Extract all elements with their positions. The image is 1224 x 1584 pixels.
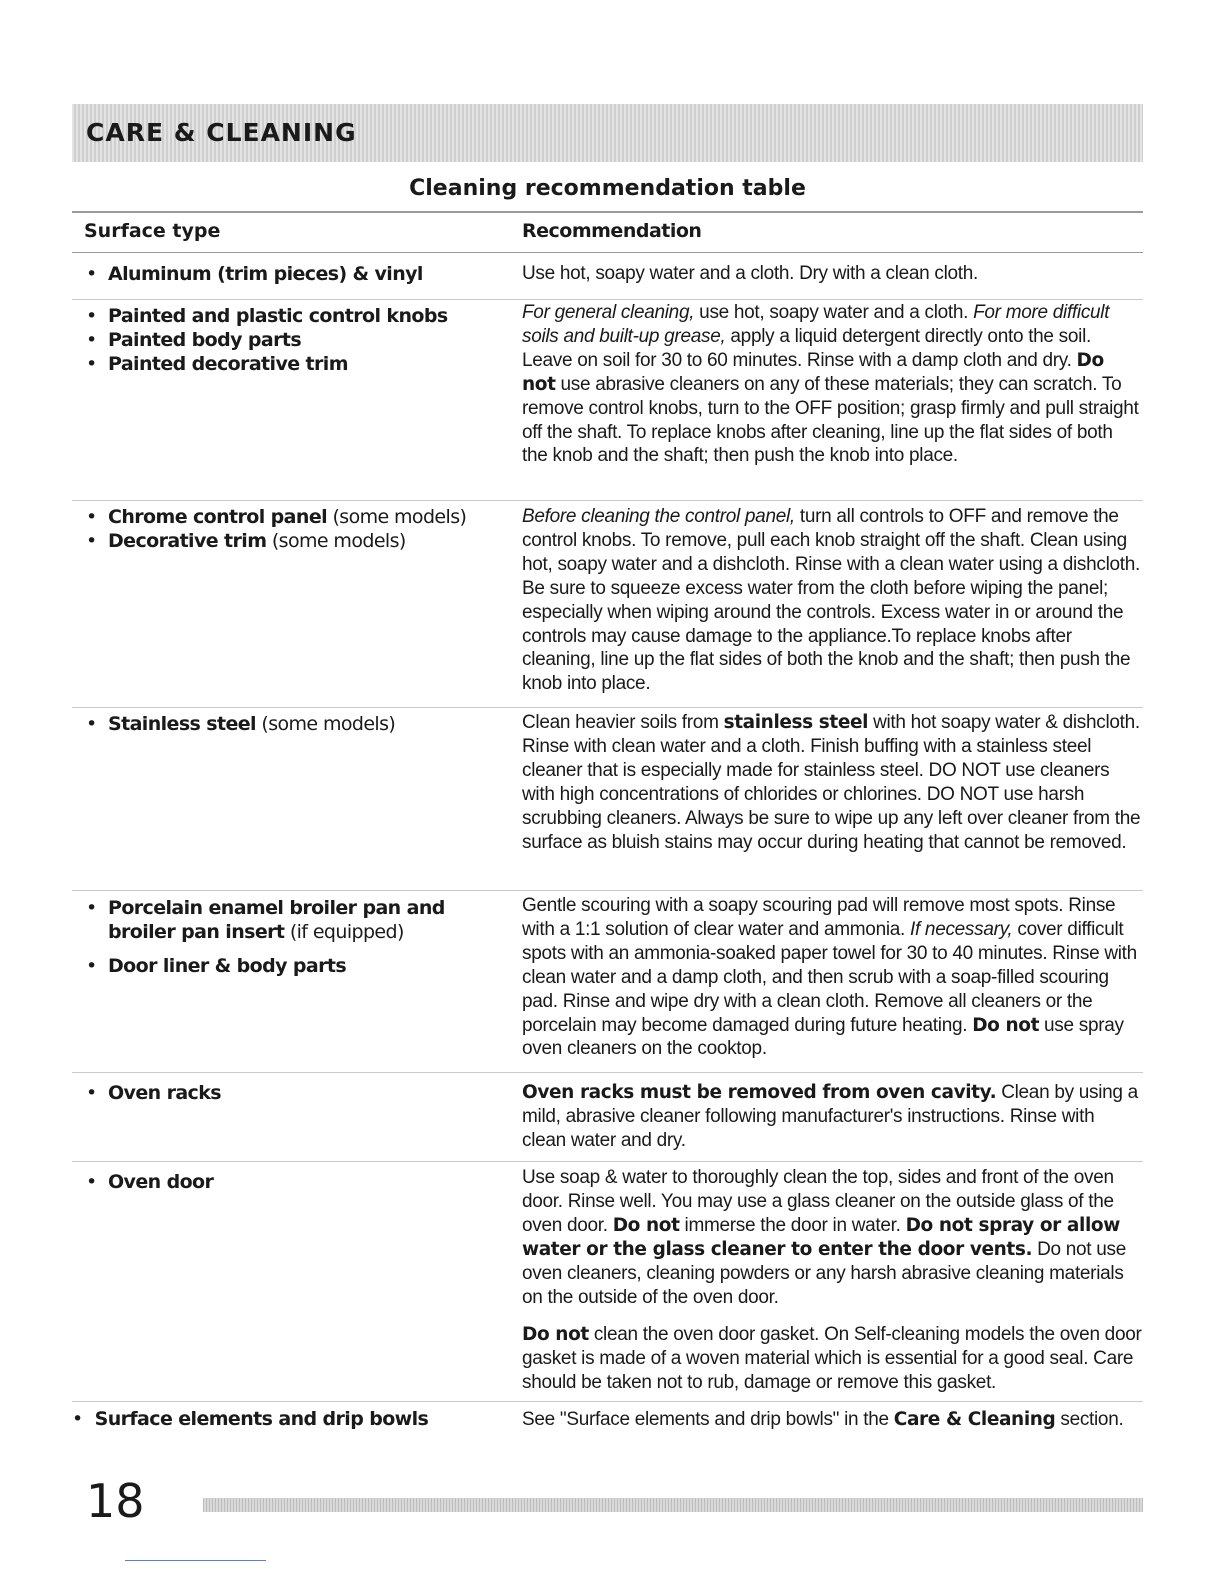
table-title: Cleaning recommendation table bbox=[409, 176, 806, 201]
recommendation-cell bbox=[522, 1408, 1142, 1432]
recommendation-cell bbox=[522, 505, 1142, 696]
surface-qualifier: (some models) bbox=[255, 713, 396, 735]
surface-name: Decorative trim bbox=[108, 530, 267, 552]
surface-list bbox=[86, 304, 506, 376]
recommendation-paragraph bbox=[522, 894, 1142, 1061]
surface-list bbox=[86, 505, 506, 553]
surface-name: Painted decorative trim bbox=[108, 353, 348, 375]
surface-item bbox=[86, 954, 506, 978]
recommendation-text: Do not bbox=[612, 1214, 680, 1236]
surface-item bbox=[72, 1408, 428, 1430]
surface-qualifier: (some models) bbox=[266, 530, 406, 552]
surface-item bbox=[86, 262, 506, 286]
recommendation-text: Do not use oven cleaners, cleaning powders or any harsh abrasive cleaning materials on the outside of the oven door. bbox=[522, 1238, 1126, 1308]
recommendation-text: Before cleaning the control panel, bbox=[522, 506, 795, 527]
surface-name: Door liner & body parts bbox=[108, 955, 347, 977]
surface-list bbox=[86, 896, 506, 978]
surface-item bbox=[86, 304, 506, 328]
surface-list bbox=[86, 262, 506, 286]
surface-item bbox=[86, 1081, 506, 1105]
surface-name: Oven racks bbox=[108, 1082, 221, 1104]
recommendation-text: Oven racks must be removed from oven cavity. bbox=[522, 1082, 997, 1103]
table-row bbox=[72, 890, 1143, 1068]
table-top-rule bbox=[72, 211, 1143, 213]
surface-item bbox=[86, 352, 506, 376]
recommendation-text: stainless steel bbox=[723, 712, 869, 733]
recommendation-text: Do not bbox=[522, 1324, 589, 1346]
surface-list bbox=[86, 1170, 506, 1194]
recommendation-paragraph bbox=[522, 1081, 1142, 1153]
recommendation-text: Do not bbox=[522, 349, 1104, 395]
surface-item bbox=[86, 328, 506, 352]
surface-name: Porcelain enamel broiler pan and broiler pan insert bbox=[108, 897, 445, 943]
surface-qualifier: (some models) bbox=[327, 506, 467, 528]
surface-name: Painted and plastic control knobs bbox=[108, 305, 448, 327]
recommendation-text: For general cleaning, bbox=[522, 302, 695, 323]
table-row bbox=[72, 707, 1143, 886]
section-banner bbox=[72, 104, 1143, 162]
table-row bbox=[72, 1072, 1143, 1157]
recommendation-paragraph bbox=[522, 1408, 1142, 1432]
recommendation-cell bbox=[522, 301, 1142, 468]
header-surface-type: Surface type bbox=[84, 220, 221, 242]
recommendation-paragraph bbox=[522, 301, 1142, 468]
recommendation-text: immerse the door in water. bbox=[679, 1214, 906, 1236]
recommendation-text: section. bbox=[1055, 1409, 1124, 1430]
surface-name: Chrome control panel bbox=[108, 506, 328, 528]
surface-item bbox=[86, 896, 506, 944]
surface-item bbox=[86, 1170, 506, 1194]
recommendation-text: use abrasive cleaners on any of these materials; they can scratch. To remove control knobs, turn to the OFF position; grasp firmly and pull straight off the shaft. To replace knobs after cleaning, line up the flat sides of both the knob and the shaft; then push the knob into place. bbox=[522, 373, 1139, 467]
footer-bar bbox=[203, 1498, 1143, 1512]
surface-name: Surface elements and drip bowls bbox=[94, 1408, 429, 1430]
recommendation-text: Do not bbox=[972, 1014, 1040, 1036]
surface-name: Oven door bbox=[108, 1171, 214, 1193]
table-row bbox=[72, 500, 1143, 703]
recommendation-paragraph bbox=[522, 1323, 1142, 1395]
recommendation-text: Do not spray or allow water or the glass cleaner to enter the door vents. bbox=[522, 1214, 1120, 1260]
surface-name: Painted body parts bbox=[108, 329, 302, 351]
bullet: • bbox=[72, 1408, 83, 1430]
recommendation-text: turn all controls to OFF and remove the control knobs. To remove, pull each knob straight off the shaft. Clean using hot, soapy water and a dishcloth. Rinse with a clean water using a dishcloth. Be sure to squeeze excess water from the cloth before wiping the panel; especially when wiping around the controls. Excess water in or around the controls may cause damage to the appliance.To replace knobs after cleaning, line up the flat sides of both the knob and the shaft; then push the knob into place. bbox=[522, 506, 1140, 695]
recommendation-text: use spray oven cleaners on the cooktop. bbox=[522, 1014, 1124, 1060]
header-recommendation: Recommendation bbox=[522, 220, 702, 242]
recommendation-text: cover difficult spots with an ammonia-soaked paper towel for 30 to 40 minutes. Rinse with clean water and a damp cloth, and then scrub with a soap-filled scouring pad. Rinse and wipe dry with a clean cloth. Remove all cleaners or the porcelain may become damaged during future heating. bbox=[522, 918, 1137, 1036]
recommendation-text: Gentle scouring with a soapy scouring pad will remove most spots. Rinse with a 1:1 solution of clear water and ammonia. bbox=[522, 895, 1116, 940]
surface-name: Aluminum (trim pieces) & vinyl bbox=[108, 263, 423, 285]
recommendation-paragraph bbox=[522, 505, 1142, 696]
page-number: 18 bbox=[86, 1474, 145, 1528]
recommendation-cell bbox=[522, 262, 1142, 286]
surface-item bbox=[86, 505, 506, 529]
recommendation-text: Care & Cleaning bbox=[893, 1409, 1056, 1430]
section-title: CARE & CLEANING bbox=[86, 118, 357, 147]
surface-name: Stainless steel bbox=[108, 713, 256, 735]
surface-item bbox=[86, 529, 506, 553]
surface-list bbox=[86, 712, 506, 736]
recommendation-text: Clean heavier soils from bbox=[522, 712, 724, 733]
recommendation-text: clean the oven door gasket. On Self-cleaning models the oven door gasket is made of a woven material which is essential for a good seal. Care should be taken not to rub, damage or remove this gasket. bbox=[522, 1324, 1142, 1394]
table-row bbox=[72, 258, 1143, 294]
recommendation-paragraph bbox=[522, 711, 1142, 854]
recommendation-text: Use soap & water to thoroughly clean the top, sides and front of the oven door. Rinse well. You may use a glass cleaner on the outside glass of the oven door. bbox=[522, 1167, 1114, 1236]
recommendation-text: with hot soapy water & dishcloth. Rinse with clean water and a cloth. Finish buffing with a stainless steel cleaner that is especially made for stainless steel. DO NOT use cleaners with high concentrations of chlorides or chlorines. DO NOT use harsh scrubbing cleaners. Always be sure to wipe up any left over cleaner from the surface as bluish stains may occur during heating that cannot be removed. bbox=[522, 712, 1141, 853]
recommendation-text: For more difficult soils and built-up grease, bbox=[522, 302, 1110, 347]
surface-list bbox=[86, 1081, 506, 1105]
footer-link-rule bbox=[125, 1560, 266, 1561]
recommendation-cell bbox=[522, 1081, 1142, 1153]
recommendation-paragraph bbox=[522, 262, 1142, 286]
recommendation-cell bbox=[522, 894, 1142, 1061]
recommendation-paragraph bbox=[522, 1166, 1142, 1309]
recommendation-text: See "Surface elements and drip bowls" in the bbox=[522, 1409, 894, 1430]
recommendation-cell bbox=[522, 711, 1142, 854]
table-row bbox=[72, 299, 1143, 496]
recommendation-text: If necessary, bbox=[909, 918, 1013, 940]
recommendation-text: use hot, soapy water and a cloth. bbox=[694, 302, 974, 323]
recommendation-text: Clean by using a mild, abrasive cleaner following manufacturer's instructions. Rinse with clean water and dry. bbox=[522, 1082, 1138, 1151]
recommendation-cell bbox=[522, 1166, 1142, 1395]
surface-item bbox=[86, 712, 506, 736]
table-row bbox=[72, 1161, 1143, 1402]
recommendation-text: apply a liquid detergent directly onto the soil. Leave on soil for 30 to 60 minutes. Rinse with a damp cloth and dry. bbox=[522, 325, 1091, 371]
table-header-row bbox=[72, 218, 1143, 248]
surface-qualifier: (if equipped) bbox=[284, 921, 404, 943]
recommendation-text: Use hot, soapy water and a cloth. Dry with a clean cloth. bbox=[522, 263, 979, 284]
table-header-rule bbox=[72, 252, 1143, 253]
